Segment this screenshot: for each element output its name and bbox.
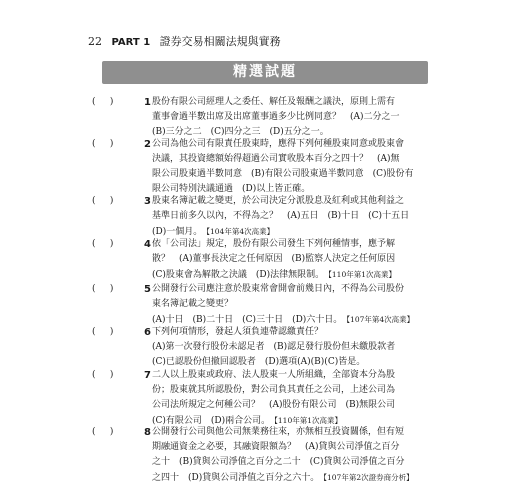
question-number: 7 [144,370,151,381]
exam-source-tag: 【110年第1次高業】 [328,270,396,279]
question-line [152,383,452,398]
question-line [152,368,452,383]
question-line [152,267,452,283]
question-line-text: (C)有限公司 (D)兩合公司。 [152,416,271,426]
question-line-text: 股份有限公司經理人之委任、解任及報酬之議決，原則上需有 [152,97,396,107]
question-text [152,137,452,197]
question-line [152,455,452,470]
question-number: 2 [144,139,151,150]
question-line-text: 二人以上股東或政府、法人股東一人所組織，全部資本分為股 [152,370,396,380]
question-number: 4 [144,239,151,250]
question-line [152,237,452,252]
question-line-text: 之十 (B)貸與公司淨值之百分之二十 (C)貸與公司淨值之百分 [152,457,405,467]
answer-blank: ( ) [92,196,114,206]
section-title-banner [102,61,428,84]
question-text [152,194,452,240]
question-number: 5 [144,284,151,295]
section-title: 精選試題 [233,64,297,80]
running-header [88,33,281,49]
question-line-text: 之四十 (D)貸與公司淨值之百分之六十。 [152,473,320,483]
answer-blank: ( ) [92,97,114,107]
question-line-text: (C)已認股份但撤回認股者 (D)選項(A)(B)(C)皆是。 [152,357,366,367]
question-number: 3 [144,196,151,207]
question-line [152,470,452,486]
question-text [152,425,452,486]
question-text [152,237,452,283]
question-line-text: 下列何項情形，發起人須負連帶認繳責任？ [152,327,324,337]
question-line [152,340,452,355]
question-number: 1 [144,97,151,108]
question-line-text: 東名簿記載之變更？ [152,299,234,309]
question-line-text: 基準日前多久以內，不得為之？ (A)五日 (B)十日 (C)十五日 [152,211,410,221]
exam-source-tag: 【110年第1次高業】 [274,416,342,425]
question-line-text: 限公司股東過半數同意 (B)有限公司股東過半數同意 (C)股份有 [152,169,414,179]
question-line-text: 公司法所規定之何種公司？ (A)股份有限公司 (B)無限公司 [152,400,396,410]
question-number: 6 [144,327,151,338]
question-line [152,440,452,455]
question-text [152,282,452,328]
question-line-text: (B)三分之二 (C)四分之三 (D)五分之一。 [152,127,329,137]
question-line [152,95,452,110]
question-line-text: 決議，其投資總額始得超過公司實收股本百分之四十？ (A)無 [152,154,400,164]
question-line-text: (D)一個月。 [152,227,203,237]
exam-source-tag: 【107年第2次證券商分析】 [323,473,414,482]
question-line [152,297,452,312]
page-number: 22 [88,35,102,48]
answer-blank: ( ) [92,427,114,437]
answer-blank: ( ) [92,370,114,380]
book-title: 證券交易相關法規與實務 [159,35,281,48]
question-line [152,282,452,297]
question-line-text: 公開發行公司應注意於股東常會開會前幾日內，不得為公司股份 [152,284,405,294]
question-line [152,425,452,440]
question-line [152,209,452,224]
question-line-text: 份；股東就其所認股份，對公司負其責任之公司，上述公司為 [152,385,396,395]
question-text [152,325,452,370]
question-line-text: (A)十日 (B)二十日 (C)三十日 (D)六十日。 [152,315,343,325]
question-number: 8 [144,427,151,438]
question-line [152,152,452,167]
answer-blank: ( ) [92,239,114,249]
answer-blank: ( ) [92,139,114,149]
question-line [152,252,452,267]
question-line [152,137,452,152]
question-line [152,167,452,182]
question-line-text: 股東名簿記載之變更，於公司決定分派股息及紅利或其他利益之 [152,196,405,206]
question-line [152,325,452,340]
answer-blank: ( ) [92,327,114,337]
question-line [152,398,452,413]
part-label: PART 1 [111,37,151,48]
exam-source-tag: 【104年第4次高業】 [206,227,275,236]
question-line-text: 董事會過半數出席及出席董事過多少比例同意？ (A)二分之一 [152,112,400,122]
exam-source-tag: 【107年第4次高業】 [346,315,415,324]
question-line-text: 期融通資金之必要，其融資限額為？ (A)貸與公司淨值之百分 [152,442,400,452]
question-line [152,194,452,209]
question-line-text: (A)第一次發行股份未認足者 (B)認足發行股份但未繳股款者 [152,342,396,352]
question-text [152,368,452,429]
question-line-text: (C)股東會為解散之決議 (D)法律無限制。 [152,270,325,280]
question-line-text: 公司為他公司有限責任股東時，應得下列何種股東同意或股東會 [152,139,405,149]
answer-blank: ( ) [92,284,114,294]
question-text [152,95,452,140]
question-line [152,110,452,125]
question-line-text: 散？ (A)董事長決定之任何原因 (B)監察人決定之任何原因 [152,254,396,264]
question-line-text: 限公司特別決議通過 (D)以上皆正確。 [152,184,311,194]
question-line-text: 依「公司法」規定，股份有限公司發生下列何種情事，應予解 [152,239,396,249]
question-line-text: 公開發行公司與他公司無業務往來，亦無相互投資關係，但有短 [152,427,405,437]
